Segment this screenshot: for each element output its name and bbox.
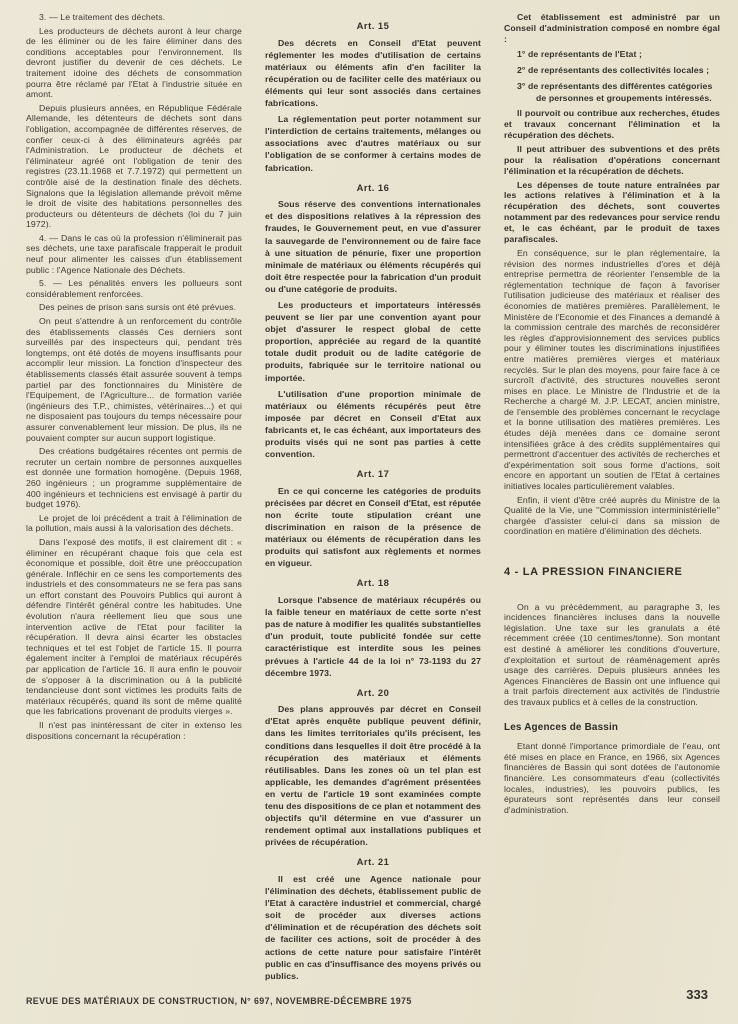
article-heading: Art. 15 [356, 20, 390, 31]
paragraph: Il n'est pas inintéressant de citer in extenso les dispositions concernant la récupération : [26, 720, 242, 741]
list-item: 1° de représentants de l'Etat ; [517, 48, 642, 59]
paragraph: Les producteurs de déchets auront à leur charge de les éliminer ou de les faire éliminer dans des conditions acceptables pour l'environnement. Ils devront justifier du devenir de ces déchets. Le traitement idoine des déchets de consommation pourra être réclamé par l'Etat à l'industrie située en amont. [26, 25, 242, 100]
quoted-article-paragraph: Des décrets en Conseil d'Etat peuvent réglementer les modes d'utilisation de certains matériaux ou éléments afin d'en faciliter la récupération ou de faciliter celle des matériaux ou éléments qui leur sont associés dans certaines fabrications. [265, 37, 481, 109]
paragraph: Etant donné l'importance primordiale de l'eau, ont été mises en place en France, en 1966, six Agences financières de Bassin qui sont dotées de l'autonomie financière. Les consommateurs d'eau (collectivités locales, industries), les pouvoirs publics, les épurateurs sont représentés dans leur conseil d'administration. [504, 741, 720, 815]
quoted-article-paragraph: L'utilisation d'une proportion minimale de matériaux ou éléments récupérés peut être imposée par décret en Conseil d'Etat aux fabricants et, le cas échéant, aux importateurs des produits visés qui ne sont pas parties à cette convention. [265, 388, 481, 460]
section-heading: 4 - LA PRESSION FINANCIERE [504, 566, 683, 578]
paragraph: Dans l'exposé des motifs, il est clairement dit : « éliminer en récupérant chaque fois que cela est économique et possible, doit être une préoccupation générale. Infléchir en ce sens les comportements des industriels et des consommateurs ne se fera pas sans un effort constant des Pouvoirs Publics qui auront à défendre l'intérêt général contre les habitudes. Une évolution n'aura réellement lieu que sous une intervention active de l'Etat pour faciliter la récupération. Il devra ainsi écarter les obstacles techniques et tel est l'objet de l'article 15. Il pourra également inciter à l'emploi de matériaux récupérés par application de l'article 16. Il aura enfin le pouvoir de s'opposer à la discrimination ou à la publicité tendancieuse dont sont victimes les produits faits de matériaux récupérés, quand ils sont de même qualité que les fabrications provenant de produits vierges ». [26, 536, 242, 717]
paragraph: On peut s'attendre à un renforcement du contrôle des établissements classés Ces derniers sont surveillés par des inspecteurs qui, pendant très longtemps, ont été dotés de moyens insuffisants pour accomplir leur mission. La fonction d'inspecteur des établissements classés était assurée souvent à temps partiel par des fonctionnaires du Ministère de l'Equipement, de l'Agriculture... de formation variée (ingénieurs des T.P., chimistes, vétérinaires...) et qui ne disposaient pas toujours du temps nécessaire pour assurer convenablement leur mission. De plus, ils ne pouvaient compter sur aucun support logistique. [26, 316, 242, 443]
article-heading: Art. 20 [356, 686, 390, 698]
quoted-article-paragraph: Cet établissement est administré par un Conseil d'administration composé en nombre égal : [504, 12, 720, 44]
list-item: 3° de représentants des différentes catégories de personnes et groupements intéressés. [517, 80, 713, 103]
paragraph: Le projet de loi précédent a trait à l'élimination de la pollution, mais aussi à la valorisation des déchets. [26, 512, 242, 534]
paragraph: En conséquence, sur le plan réglementaire, la révision des normes industrielles d'ores et déjà entreprise permettra de réorienter l'ensemble de la réglementation technique de façon à favoriser l'utilisation judicieuse des matériaux et réaliser des économies de matières premières. Parallèlement, le Ministère de l'Economie et des Finances a demandé à la commission centrale des marchés de reconsidérer les règles d'approvisionnement des services publics pour y éliminer toutes les discriminations injustifiées entre matières premières vierges et matériaux recyclés. Sur le plan des moyens, pour faire face à ce surcroît d'activité, des structures nouvelles seront mises en place. Le Ministre de l'Industrie et de la Recherche a chargé M. J.P. LECAT, ancien ministre, de l'ensemble des problèmes concernant le recyclage et la bonne utilisation des matières premières. Les études déjà menées dans ce domaine seront intensifiées grâce à des crédits supplémentaires qui permettront d'accentuer des activités de recherches et d'expérimentation soit sous forme d'actions, soit encore en apportant un soutien de l'Etat à certaines initiatives locales particulièrement valables. [504, 247, 720, 492]
article-heading: Art. 18 [356, 577, 390, 589]
text-column-3 [504, 12, 720, 818]
article-heading: Art. 16 [356, 181, 390, 193]
paragraph: 3. — Le traitement des déchets. [39, 12, 166, 22]
paragraph: On a vu précédemment, au paragraphe 3, les incidences financières incluses dans la nouvelle législation. Une taxe sur les granulats a été récemment créée (10 centimes/tonne). Son montant est destiné à améliorer les conditions d'ouverture, d'exploitation et surtout de réaménagement après usage des carrières. Depuis plusieurs années les Agences Financières de Bassin ont une influence qui a trait parfois directement aux activités de l'industrie des travaux publics et à celles de la construction. [504, 601, 720, 707]
sub-heading: Les Agences de Bassin [504, 721, 619, 733]
quoted-article-paragraph: La réglementation peut porter notamment sur l'interdiction de certains traitements, mélanges ou associations avec d'autres matériaux ou sur l'obligation de se conformer à certains modes de fabrication. [265, 114, 481, 173]
quoted-article-paragraph: Il est créé une Agence nationale pour l'élimination des déchets, établissement public de l'Etat à caractère industriel et commercial, chargé soit de procéder aux diverses actions d'élimination et de récupération des déchets soit de faciliter ces actions, soit de procéder à des actions de cette nature pour satisfaire l'intérêt public en cas d'insuffisance des moyens privés ou publics. [265, 874, 481, 981]
paragraph: Enfin, il vient d'être créé auprès du Ministre de la Qualité de la Vie, une ''Commission interministérielle'' chargée d'assister celui-ci dans sa mission de coordination en matière d'élimination des déchets. [504, 494, 720, 537]
text-column-2 [265, 12, 481, 986]
quoted-article-paragraph: Les producteurs et importateurs intéressés peuvent se lier par une convention ayant pour objet d'assurer le respect global de cette proportion, appréciée au regard de la quantité totale dudit produit ou de ladite catégorie de produits, fabriquée sur le territoire national ou importée. [265, 299, 481, 383]
paragraph: Depuis plusieurs années, en République Fédérale Allemande, les détenteurs de déchets sont dans l'obligation, accompagnée de différentes réserves, de confier ceux-ci à des éliminateurs agréés par l'Administration. Le producteur de déchets et l'éliminateur agréé ont l'obligation de tenir des registres (23.11.1968 et 7.7.1972) qui permettent un contrôle aisé de la destination finale des déchets. Signalons que la législation allemande prévoit même le droit de visite des habitations personnelles des producteurs ou détenteurs de déchets (loi du 7 juin 1972). [26, 102, 242, 230]
list-item: 2° de représentants des collectivités locales ; [517, 64, 710, 75]
page-number: 333 [686, 987, 708, 1002]
quoted-article-paragraph: En ce qui concerne les catégories de produits précisées par décret en Conseil d'Etat, est réputée non écrite toute stipulation créant une discrimination en raison de la présence de matériaux ou éléments de récupération dans les produits qui satisfont aux règlements et normes en vigueur. [265, 485, 481, 569]
quoted-article-paragraph: Il pourvoit ou contribue aux recherches, études et travaux concernant l'élimination et la récupération des déchets. [504, 108, 720, 140]
article-heading: Art. 21 [356, 856, 390, 868]
paragraph: 4. — Dans le cas où la profession n'éliminerait pas ses déchets, une taxe parafiscale frapperait le produit neuf pour alimenter les caisses d'un établissement public : l'Agence Nationale des Déchets. [26, 232, 242, 275]
quoted-article-paragraph: Il peut attribuer des subventions et des prêts pour la réalisation d'opérations concernant l'élimination et la récupération de déchets. [504, 143, 720, 176]
article-columns [26, 12, 720, 986]
article-heading: Art. 17 [356, 468, 390, 480]
paragraph: Des peines de prison sans sursis ont été prévues. [39, 302, 237, 313]
quoted-article-paragraph: Lorsque l'absence de matériaux récupérés ou la faible teneur en matériaux de cette sorte n'est pas de nature à modifier les qualités substantielles d'un produit, toute publicité fondée sur cette caractéristique est interdite sous les peines prévues à l'article 44 de la loi n° 73-1193 du 27 décembre 1973. [265, 595, 481, 678]
quoted-article-paragraph: Les dépenses de toute nature entraînées par les actions relatives à l'élimination et à la récupération des déchets, sont couvertes notamment par des redevances pour service rendu et, le cas échéant, par le produit de taxes parafiscales. [504, 179, 720, 245]
quoted-article-paragraph: Des plans approuvés par décret en Conseil d'Etat après enquête publique peuvent définir, dans les limites territoriales qu'ils précisent, les conditions dans lesquelles il doit être procédé à la récupération des matériaux et éléments réutilisables. Dans les zones où un tel plan est applicable, les demandes d'agrément présentées en vertu de l'article 19 sont examinées compte tenu des dispositions de ce plan et notamment des objectifs qu'il détermine en vue d'assurer un rendement optimal aux installations publiques et privées de récupération. [265, 704, 481, 848]
quoted-article-paragraph: Sous réserve des conventions internationales et des dispositions relatives à la répression des fraudes, le Gouvernement peut, en vue d'assurer la sauvegarde de l'environnement ou de faire face à une situation de pénurie, fixer une proportion minimale de matériaux ou éléments récupérés qui doit être respectée pour la fabrication d'un produit ou d'une catégorie de produits. [265, 199, 481, 294]
paragraph: 5. — Les pénalités envers les pollueurs sont considérablement renforcées. [26, 278, 242, 299]
paragraph: Des créations budgétaires récentes ont permis de recruter un certain nombre de personnes auxquelles est donnée une formation homogène. (Depuis 1968, 260 ingénieurs ; un programme supplémentaire de 400 ingénieurs et techniciens est envisagé à partir du budget 1976). [26, 446, 242, 510]
text-column-1 [26, 12, 242, 744]
journal-footer: REVUE DES MATÉRIAUX DE CONSTRUCTION, N° 697, NOVEMBRE-DÉCEMBRE 1975 [26, 996, 412, 1006]
